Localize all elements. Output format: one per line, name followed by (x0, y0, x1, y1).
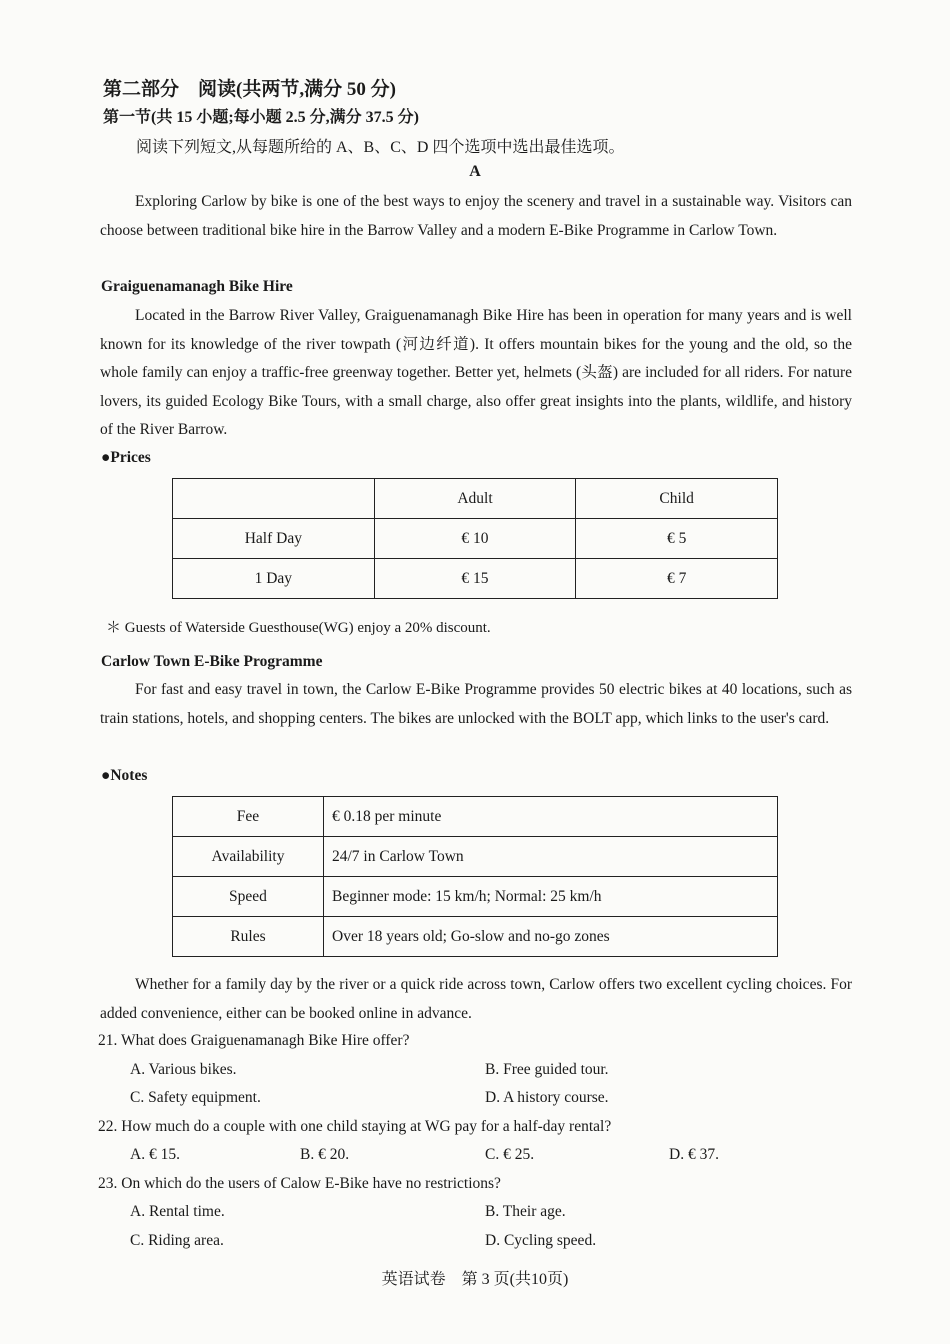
table-cell: € 0.18 per minute (324, 797, 778, 837)
table-cell: € 7 (576, 559, 778, 599)
part-title: 第二部分 阅读(共两节,满分 50 分) (103, 79, 396, 100)
q21-option-a: A. Various bikes. (130, 1061, 237, 1078)
q23-option-c: C. Riding area. (130, 1232, 224, 1249)
table-cell: 1 Day (173, 559, 375, 599)
table-cell: € 10 (374, 519, 576, 559)
table-cell: Over 18 years old; Go-slow and no-go zones (324, 917, 778, 957)
closing-paragraph: Whether for a family day by the river or a quick ride across town, Carlow offers two excellent cycling choices. For added convenience, either can be booked online in advance. (100, 976, 852, 1022)
table-header-adult: Adult (374, 479, 576, 519)
q23-option-a: A. Rental time. (130, 1203, 225, 1220)
instruction: 阅读下列短文,从每题所给的 A、B、C、D 四个选项中选出最佳选项。 (136, 139, 625, 156)
section-title: 第一节(共 15 小题;每小题 2.5 分,满分 37.5 分) (103, 109, 419, 126)
table-cell: Fee (173, 797, 324, 837)
section2-paragraph: For fast and easy travel in town, the Carlow E-Bike Programme provides 50 electric bikes at 40 locations, such as train stations, hotels, and shopping centers. The bikes are unlocked with the BOLT app, which links to the user's card. (100, 681, 852, 727)
table-row (173, 837, 778, 877)
table-cell: Beginner mode: 15 km/h; Normal: 25 km/h (324, 877, 778, 917)
table-row (173, 479, 778, 519)
table-row (173, 559, 778, 599)
table-cell: Availability (173, 837, 324, 877)
q22-option-b: B. € 20. (300, 1146, 350, 1163)
page-footer: 英语试卷 第 3 页(共10页) (381, 1271, 569, 1288)
table-row (173, 877, 778, 917)
section1-title: Graiguenamanagh Bike Hire (101, 278, 293, 295)
q21-option-b: B. Free guided tour. (485, 1061, 609, 1078)
prices-table (172, 478, 778, 599)
table-cell: Speed (173, 877, 324, 917)
table-cell: Rules (173, 917, 324, 957)
q22-option-d: D. € 37. (669, 1146, 719, 1163)
section2-title: Carlow Town E-Bike Programme (101, 653, 323, 670)
table-cell: 24/7 in Carlow Town (324, 837, 778, 877)
table-row (173, 519, 778, 559)
passage-label: A (469, 163, 481, 180)
q22-option-c: C. € 25. (485, 1146, 535, 1163)
table-cell: € 5 (576, 519, 778, 559)
table-row (173, 917, 778, 957)
question-21-stem: 21. What does Graiguenamanagh Bike Hire offer? (98, 1032, 410, 1049)
section1-paragraph: Located in the Barrow River Valley, Graiguenamanagh Bike Hire has been in operation for many years and is well known for its knowledge of the river towpath (河边纤道). It offers mountain bikes for the young and the old, so the whole family can enjoy a traffic-free greenway together. Better yet, helmets (头盔) are included for all riders. For nature lovers, its guided Ecology Bike Tours, with a small charge, also offer great insights into the plants, wildlife, and history of the River Barrow. (100, 307, 852, 439)
question-23-stem: 23. On which do the users of Calow E-Bike have no restrictions? (98, 1175, 501, 1192)
q23-option-b: B. Their age. (485, 1203, 566, 1220)
table-row (173, 797, 778, 837)
table-cell: Half Day (173, 519, 375, 559)
prices-heading: ●Prices (101, 449, 151, 466)
q23-option-d: D. Cycling speed. (485, 1232, 597, 1249)
question-22-stem: 22. How much do a couple with one child staying at WG pay for a half-day rental? (98, 1118, 612, 1135)
intro-paragraph: Exploring Carlow by bike is one of the best ways to enjoy the scenery and travel in a sustainable way. Visitors can choose between traditional bike hire in the Barrow Valley and a modern E-Bike Programme in Carlow Town. (100, 193, 852, 239)
table-cell (173, 479, 375, 519)
q21-option-d: D. A history course. (485, 1089, 609, 1106)
prices-footnote: ＊ Guests of Waterside Guesthouse(WG) enjoy a 20% discount. (106, 620, 491, 636)
q22-option-a: A. € 15. (130, 1146, 180, 1163)
notes-heading: ●Notes (101, 767, 148, 784)
notes-table (172, 796, 778, 957)
table-header-child: Child (576, 479, 778, 519)
table-cell: € 15 (374, 559, 576, 599)
q21-option-c: C. Safety equipment. (130, 1089, 261, 1106)
